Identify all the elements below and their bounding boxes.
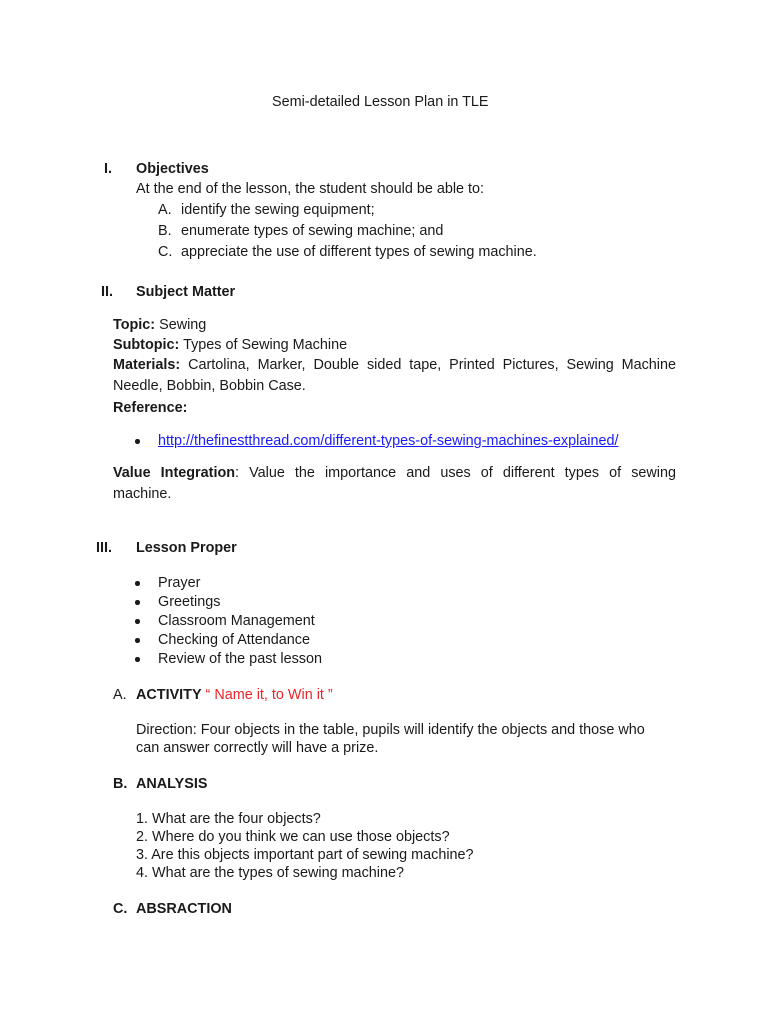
lesson-proper-numeral: III.	[96, 540, 112, 556]
materials-paragraph	[113, 355, 676, 397]
objective-marker: B.	[158, 223, 172, 239]
analysis-marker: B.	[113, 776, 128, 792]
objectives-heading: Objectives	[136, 161, 209, 177]
value-integration-text: : Value the importance and uses of different types of sewing	[235, 465, 677, 481]
subtopic-line	[113, 336, 347, 354]
bullet-dot	[135, 581, 140, 586]
lesson-bullet: Review of the past lesson	[158, 651, 322, 667]
activity-marker: A.	[113, 687, 127, 703]
bullet-dot	[135, 638, 140, 643]
bullet-dot	[135, 657, 140, 662]
lesson-bullet: Prayer	[158, 575, 201, 591]
analysis-label: ANALYSIS	[136, 776, 208, 792]
materials-label: Materials:	[113, 357, 181, 373]
value-integration-label: Value Integration	[113, 465, 236, 481]
topic-line	[113, 316, 206, 334]
bullet-dot	[135, 619, 140, 624]
objectives-intro: At the end of the lesson, the student should be able to:	[136, 181, 485, 197]
topic-value: Sewing	[155, 317, 207, 333]
activity-label: ACTIVITY	[136, 687, 202, 703]
activity-direction-cont: can answer correctly will have a prize.	[136, 740, 379, 756]
lesson-bullet: Classroom Management	[158, 613, 315, 629]
analysis-question: 4. What are the types of sewing machine?	[136, 865, 404, 881]
lesson-proper-heading: Lesson Proper	[136, 540, 237, 556]
bullet-dot	[135, 600, 140, 605]
subject-matter-numeral: II.	[101, 284, 113, 300]
subtopic-label: Subtopic:	[113, 337, 180, 353]
objective-marker: A.	[158, 202, 172, 218]
subject-matter-heading: Subject Matter	[136, 284, 236, 300]
bullet-dot	[135, 439, 140, 444]
objectives-numeral: I.	[104, 161, 112, 177]
analysis-question: 1. What are the four objects?	[136, 811, 321, 827]
activity-direction: Direction: Four objects in the table, pupils will identify the objects and those who	[136, 722, 645, 738]
objective-item: enumerate types of sewing machine; and	[181, 223, 444, 239]
objective-marker: C.	[158, 244, 173, 260]
abstraction-marker: C.	[113, 901, 128, 917]
objective-item: appreciate the use of different types of sewing machine.	[181, 244, 537, 260]
lesson-bullet: Greetings	[158, 594, 221, 610]
value-integration-text-cont: machine.	[113, 486, 172, 502]
analysis-question: 3. Are this objects important part of sewing machine?	[136, 847, 474, 863]
activity-title: “ Name it, to Win it ”	[201, 687, 333, 703]
page-title: Semi-detailed Lesson Plan in TLE	[272, 94, 489, 110]
value-integration-paragraph	[113, 463, 676, 505]
activity-heading-line	[136, 686, 333, 704]
materials-value: Cartolina, Marker, Double sided tape, Printed Pictures, Sewing Machine	[180, 357, 676, 373]
subtopic-value: Types of Sewing Machine	[179, 337, 348, 353]
objective-item: identify the sewing equipment;	[181, 202, 375, 218]
reference-link[interactable]: http://thefinestthread.com/different-types-of-sewing-machines-explained/	[158, 433, 619, 449]
materials-value-cont: Needle, Bobbin, Bobbin Case.	[113, 378, 306, 394]
topic-label: Topic:	[113, 317, 156, 333]
reference-label: Reference:	[113, 400, 188, 416]
abstraction-label: ABSRACTION	[136, 901, 232, 917]
analysis-question: 2. Where do you think we can use those objects?	[136, 829, 450, 845]
lesson-bullet: Checking of Attendance	[158, 632, 311, 648]
